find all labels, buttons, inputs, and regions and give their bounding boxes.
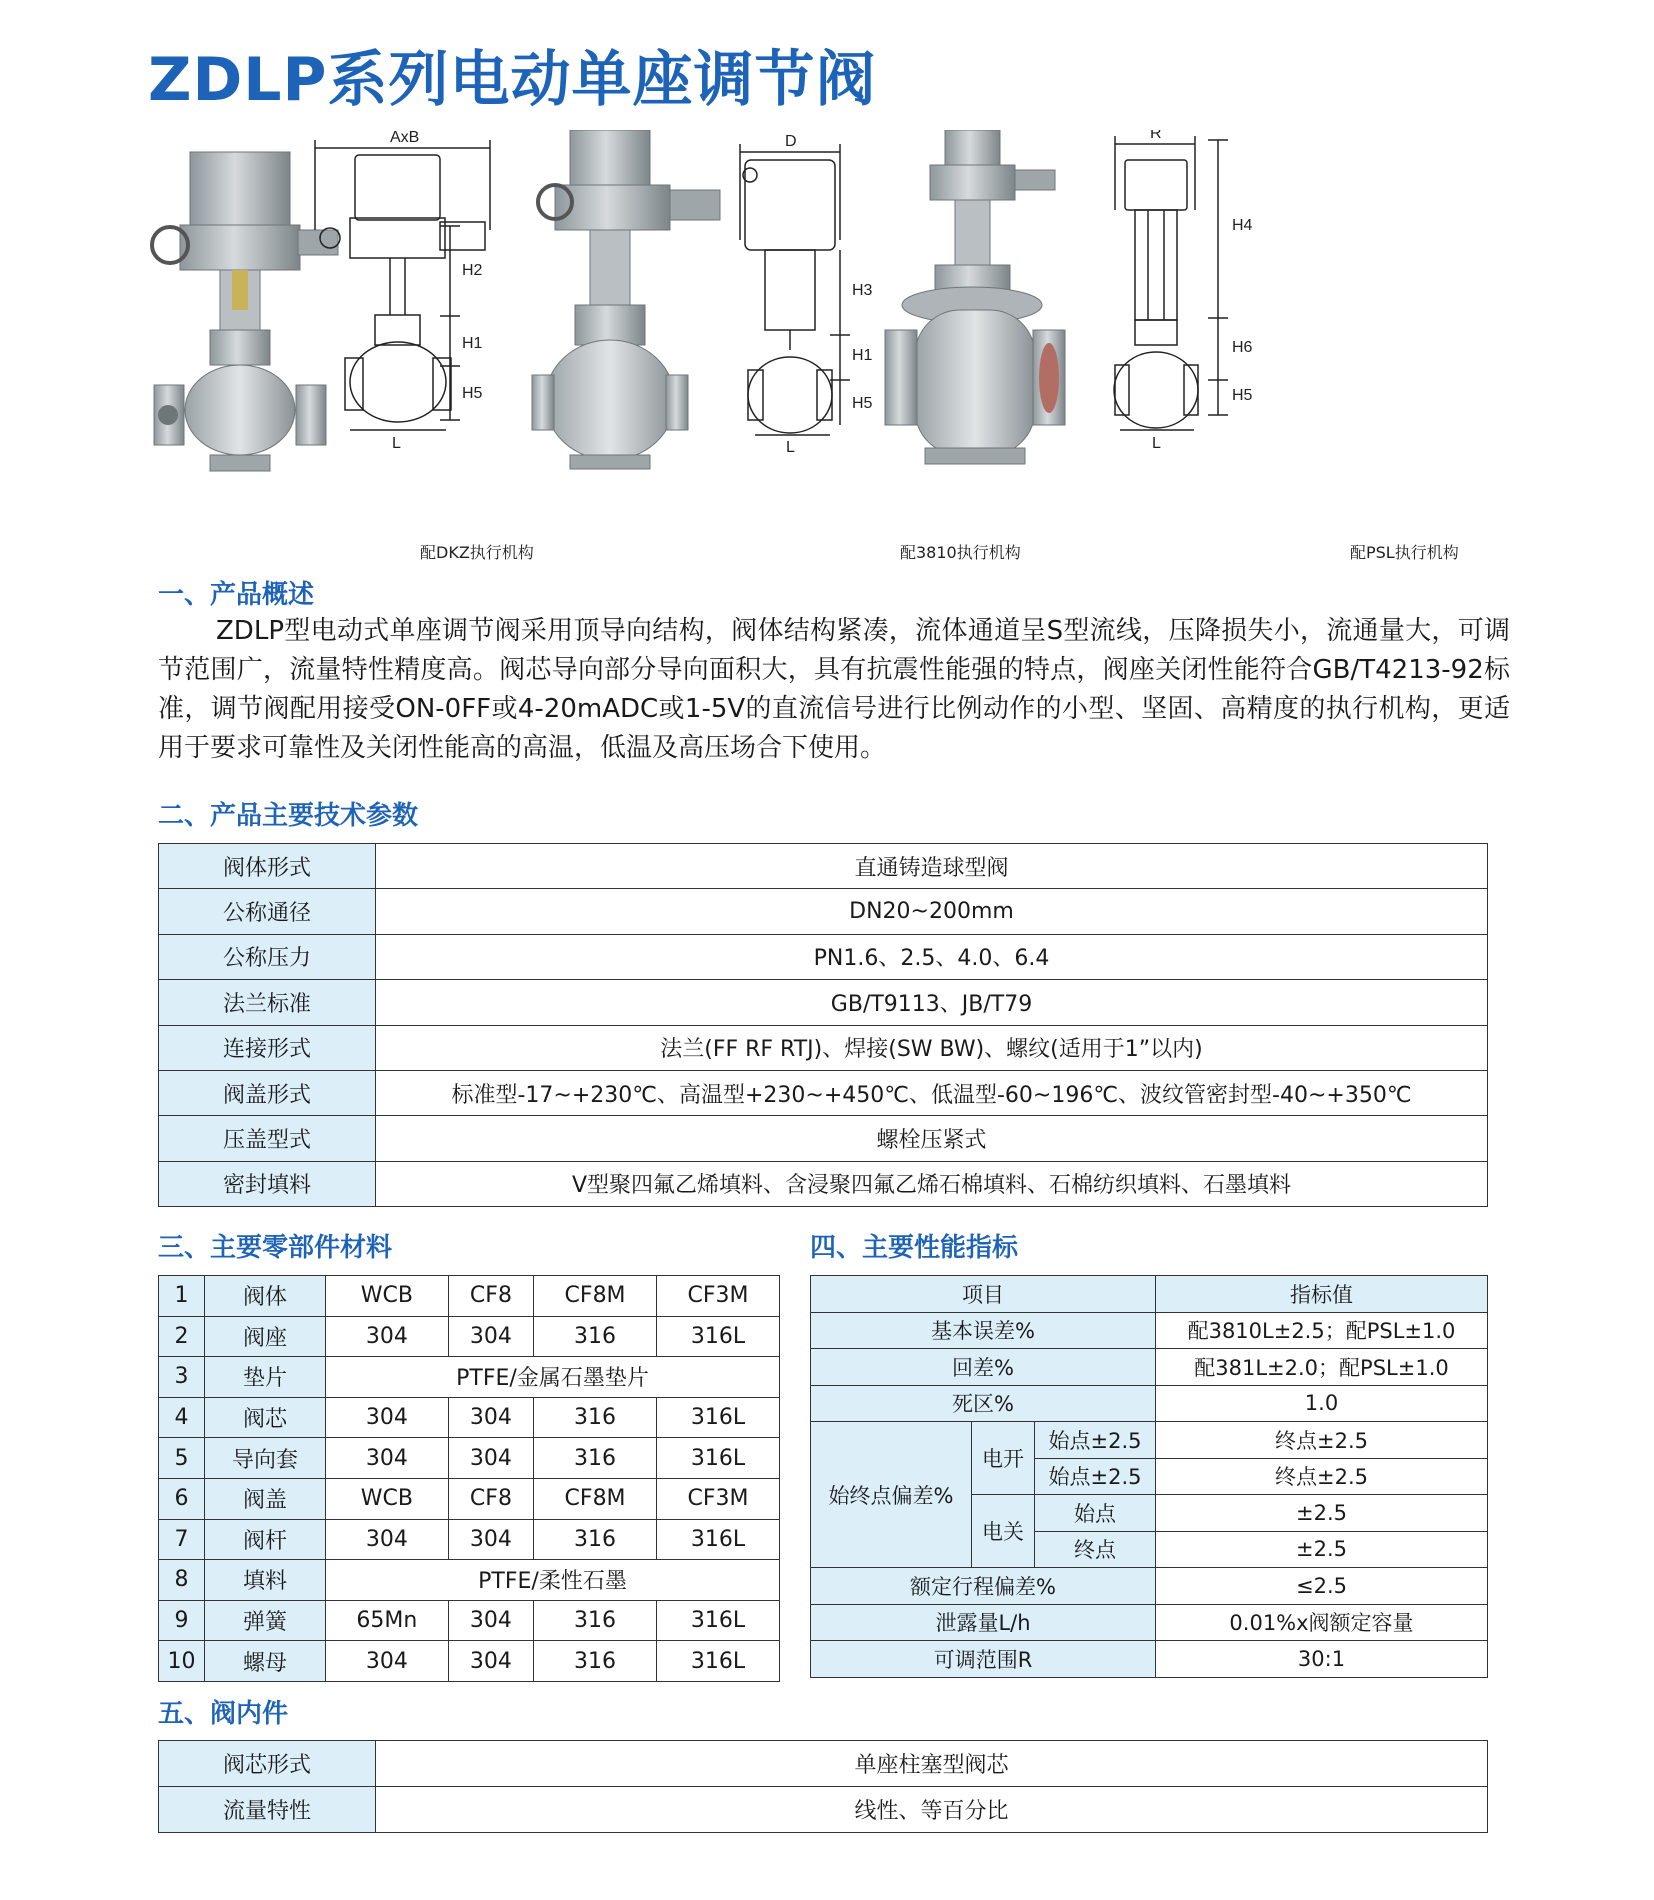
part-name: 阀杆 (205, 1519, 326, 1560)
table-row (159, 1116, 1488, 1161)
table-row (159, 1519, 780, 1560)
part-name: 填料 (205, 1560, 326, 1601)
parts-material-table (158, 1275, 780, 1682)
perf-key: 死区% (811, 1385, 1156, 1422)
material-cell: 316 (534, 1397, 657, 1438)
photo-dkz-valve (152, 152, 338, 471)
internal-key: 流量特性 (159, 1787, 376, 1833)
dim-label-l-3810: L (786, 439, 795, 456)
param-value: 标准型-17~+230℃、高温型+230~+450℃、低温型-60~196℃、波纹管密封型-40~+350℃ (376, 1070, 1488, 1115)
photo-psl-large-valve (885, 130, 1065, 464)
table-row (159, 1560, 780, 1601)
section-heading-parts: 三、主要零部件材料 (158, 1233, 393, 1263)
table-row (811, 1604, 1488, 1641)
table-header-row (811, 1276, 1488, 1313)
material-cell: 304 (448, 1641, 533, 1682)
table-row (811, 1312, 1488, 1349)
material-cell: 316L (657, 1641, 780, 1682)
param-value: V型聚四氟乙烯填料、含浸聚四氟乙烯石棉填料、石棉纺织填料、石墨填料 (376, 1161, 1488, 1206)
header-item: 项目 (811, 1276, 1156, 1313)
material-cell: 316 (534, 1438, 657, 1479)
part-number: 10 (159, 1641, 205, 1682)
part-number: 7 (159, 1519, 205, 1560)
part-name: 导向套 (205, 1438, 326, 1479)
material-cell: 316L (657, 1438, 780, 1479)
caption-3810: 配3810执行机构 (900, 543, 1021, 562)
dim-label-h6: H6 (1232, 339, 1253, 356)
material-cell-merged: PTFE/金属石墨垫片 (326, 1357, 780, 1398)
perf-value: 30:1 (1156, 1641, 1488, 1678)
material-cell: 316 (534, 1316, 657, 1357)
material-cell: 304 (448, 1438, 533, 1479)
material-cell: 316 (534, 1641, 657, 1682)
material-cell: 316L (657, 1519, 780, 1560)
material-cell: 316L (657, 1397, 780, 1438)
perf-value: 1.0 (1156, 1385, 1488, 1422)
param-key: 法兰标准 (159, 980, 376, 1025)
param-key: 阀体形式 (159, 844, 376, 889)
material-cell: 304 (326, 1397, 449, 1438)
part-number: 5 (159, 1438, 205, 1479)
material-cell: 304 (448, 1316, 533, 1357)
perf-value: 0.01%x阀额定容量 (1156, 1604, 1488, 1641)
perf-sub-key: 终点 (1035, 1531, 1156, 1568)
table-row (159, 934, 1488, 979)
header-value: 指标值 (1156, 1276, 1488, 1313)
material-cell: 316 (534, 1600, 657, 1641)
table-row (159, 1641, 780, 1682)
table-row (811, 1568, 1488, 1605)
table-row (159, 1478, 780, 1519)
material-cell: 316L (657, 1600, 780, 1641)
table-row (811, 1349, 1488, 1386)
table-row (159, 980, 1488, 1025)
performance-table (810, 1275, 1488, 1678)
table-row (159, 1025, 1488, 1070)
perf-sub-key: 始点±2.5 (1035, 1422, 1156, 1459)
perf-key: 额定行程偏差% (811, 1568, 1156, 1605)
perf-value: 终点±2.5 (1156, 1458, 1488, 1495)
valve-illustrations (150, 130, 1500, 570)
part-number: 2 (159, 1316, 205, 1357)
perf-value: ±2.5 (1156, 1495, 1488, 1532)
table-row (159, 1070, 1488, 1115)
material-cell: WCB (326, 1276, 449, 1317)
param-key: 连接形式 (159, 1025, 376, 1070)
table-row (159, 1276, 780, 1317)
part-number: 8 (159, 1560, 205, 1601)
dim-label-l-psl: L (1152, 435, 1161, 452)
internal-value: 单座柱塞型阀芯 (376, 1741, 1488, 1787)
perf-sub-key: 始点 (1035, 1495, 1156, 1532)
param-value: 螺栓压紧式 (376, 1116, 1488, 1161)
part-name: 阀芯 (205, 1397, 326, 1438)
perf-value: ≤2.5 (1156, 1568, 1488, 1605)
part-name: 阀座 (205, 1316, 326, 1357)
material-cell: CF3M (657, 1478, 780, 1519)
material-cell: 316L (657, 1316, 780, 1357)
table-row (159, 1787, 1488, 1833)
material-cell: 304 (326, 1316, 449, 1357)
material-cell: CF8M (534, 1276, 657, 1317)
param-key: 密封填料 (159, 1161, 376, 1206)
part-number: 6 (159, 1478, 205, 1519)
dim-label-h2: H2 (462, 262, 483, 279)
material-cell: 304 (326, 1438, 449, 1479)
param-value: PN1.6、2.5、4.0、6.4 (376, 934, 1488, 979)
perf-sub-key: 始点±2.5 (1035, 1458, 1156, 1495)
dim-label-h5-dkz: H5 (462, 385, 483, 402)
table-row (811, 1641, 1488, 1678)
dim-label-h1-3810: H1 (852, 347, 873, 364)
photo-3810-valve (532, 130, 720, 469)
internal-key: 阀芯形式 (159, 1741, 376, 1787)
part-name: 垫片 (205, 1357, 326, 1398)
material-cell: 304 (448, 1397, 533, 1438)
dim-label-h4: H4 (1232, 217, 1253, 234)
table-row (159, 1741, 1488, 1787)
part-name: 弹簧 (205, 1600, 326, 1641)
overview-text: ZDLP型电动式单座调节阀采用顶导向结构，阀体结构紧凑，流体通道呈S型流线，压降损失小，流通量大，可调节范围广，流量特性精度高。阀芯导向部分导向面积大，具有抗震性能强的特点，阀座关闭性能符合GB/T4213-92标准，调节阀配用接受ON-0FF或4-20mADC或1-5V的直流信号进行比例动作的小型、坚固、高精度的执行机构，更适用于要求可靠性及关闭性能高的高温，低温及高压场合下使用。 (158, 616, 1510, 763)
param-value: DN20~200mm (376, 889, 1488, 934)
caption-dkz: 配DKZ执行机构 (420, 543, 534, 562)
dim-label-d: D (785, 133, 797, 150)
table-row (811, 1422, 1488, 1459)
section-heading-params: 二、产品主要技术参数 (158, 801, 419, 831)
table-row (159, 1397, 780, 1438)
material-cell: CF8 (448, 1276, 533, 1317)
section-heading-internal: 五、阀内件 (158, 1699, 289, 1729)
table-row (159, 1316, 780, 1357)
perf-key-endpoint: 始终点偏差% (811, 1422, 972, 1568)
dim-label-h5-psl: H5 (1232, 387, 1253, 404)
material-cell: 304 (326, 1519, 449, 1560)
dim-label-h1-dkz: H1 (462, 335, 483, 352)
table-row (159, 1357, 780, 1398)
part-name: 阀盖 (205, 1478, 326, 1519)
perf-key: 泄露量L/h (811, 1604, 1156, 1641)
internal-parts-table (158, 1740, 1488, 1833)
product-figures (150, 130, 1500, 570)
material-cell: 304 (448, 1519, 533, 1560)
table-row (159, 1600, 780, 1641)
part-number: 3 (159, 1357, 205, 1398)
material-cell: CF3M (657, 1276, 780, 1317)
material-cell: WCB (326, 1478, 449, 1519)
part-number: 1 (159, 1276, 205, 1317)
perf-value: 配3810L±2.5；配PSL±1.0 (1156, 1312, 1488, 1349)
param-key: 阀盖形式 (159, 1070, 376, 1115)
page-title: ZDLP系列电动单座调节阀 (148, 45, 877, 115)
param-value: 直通铸造球型阀 (376, 844, 1488, 889)
drawing-3810 (740, 144, 850, 435)
drawing-psl (1114, 136, 1228, 430)
table-row (159, 1438, 780, 1479)
perf-key-open: 电开 (972, 1422, 1035, 1495)
part-number: 9 (159, 1600, 205, 1641)
tech-params-table (158, 843, 1488, 1207)
param-key: 公称通径 (159, 889, 376, 934)
perf-key-close: 电关 (972, 1495, 1035, 1568)
perf-key: 可调范围R (811, 1641, 1156, 1678)
perf-key: 基本误差% (811, 1312, 1156, 1349)
material-cell: 65Mn (326, 1600, 449, 1641)
dim-label-l-dkz: L (392, 435, 401, 452)
material-cell: 304 (448, 1600, 533, 1641)
perf-value: 配381L±2.0；配PSL±1.0 (1156, 1349, 1488, 1386)
material-cell: CF8 (448, 1478, 533, 1519)
dim-label-h3: H3 (852, 282, 873, 299)
perf-value: ±2.5 (1156, 1531, 1488, 1568)
overview-paragraph (158, 612, 1510, 768)
dim-label-axb: AxB (390, 130, 420, 146)
param-value: GB/T9113、JB/T79 (376, 980, 1488, 1025)
table-row (159, 889, 1488, 934)
table-row (159, 844, 1488, 889)
table-row (159, 1161, 1488, 1206)
part-number: 4 (159, 1397, 205, 1438)
caption-psl: 配PSL执行机构 (1350, 543, 1459, 562)
section-heading-perf: 四、主要性能指标 (810, 1233, 1019, 1263)
material-cell: CF8M (534, 1478, 657, 1519)
perf-key: 回差% (811, 1349, 1156, 1386)
dim-label-r: R (1150, 130, 1162, 142)
dim-label-h5-3810: H5 (852, 395, 873, 412)
material-cell: 304 (326, 1641, 449, 1682)
material-cell-merged: PTFE/柔性石墨 (326, 1560, 780, 1601)
part-name: 螺母 (205, 1641, 326, 1682)
param-key: 压盖型式 (159, 1116, 376, 1161)
perf-value: 终点±2.5 (1156, 1422, 1488, 1459)
material-cell: 316 (534, 1519, 657, 1560)
param-key: 公称压力 (159, 934, 376, 979)
internal-value: 线性、等百分比 (376, 1787, 1488, 1833)
section-heading-overview: 一、产品概述 (158, 580, 315, 610)
param-value: 法兰(FF RF RTJ)、焊接(SW BW)、螺纹(适用于1”以内) (376, 1025, 1488, 1070)
part-name: 阀体 (205, 1276, 326, 1317)
table-row (811, 1385, 1488, 1422)
